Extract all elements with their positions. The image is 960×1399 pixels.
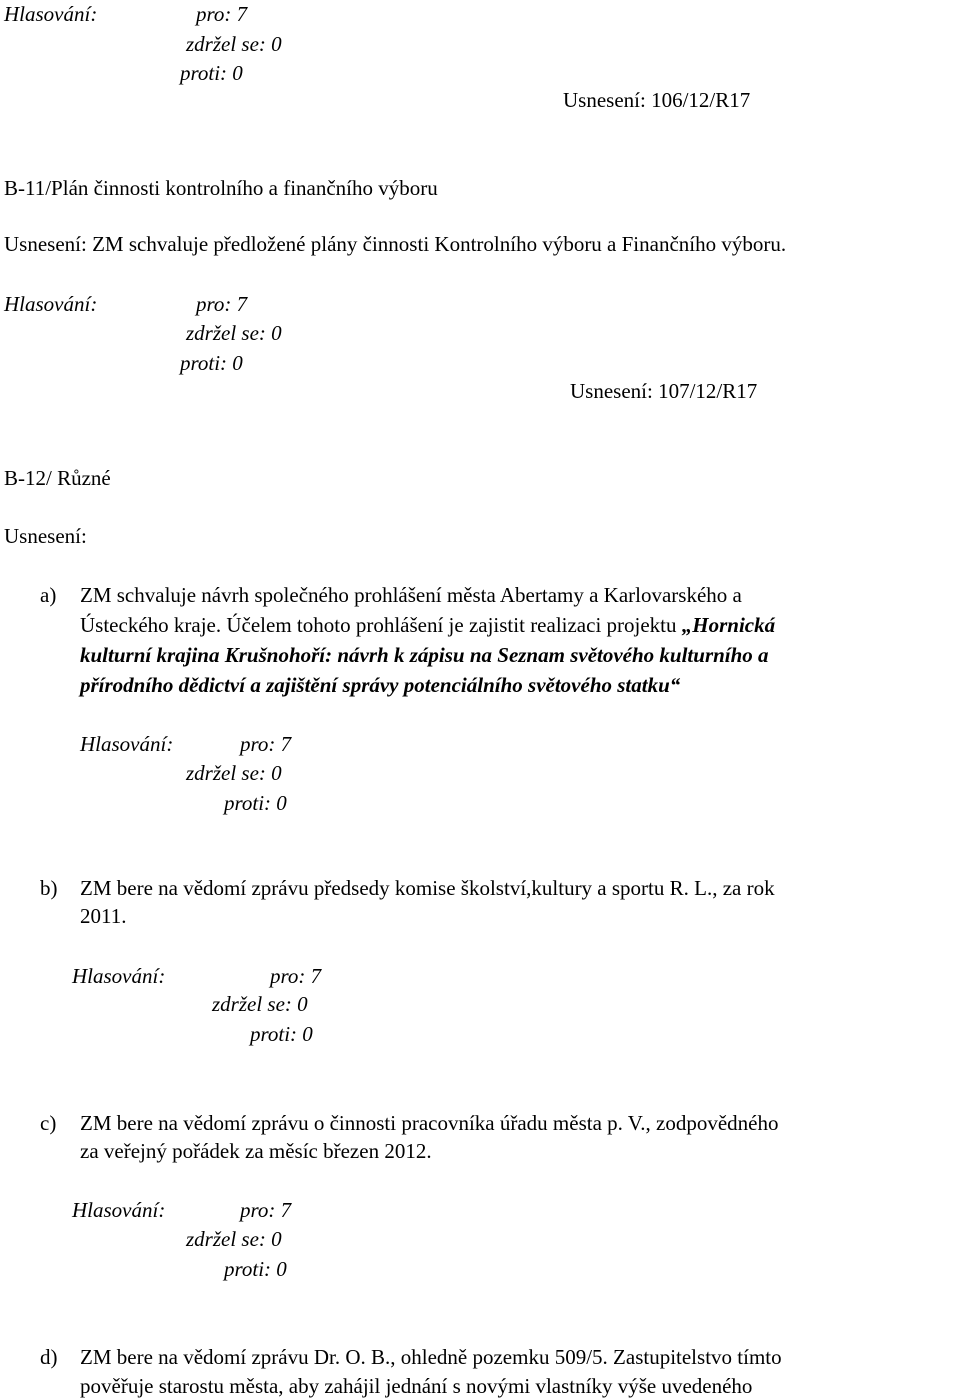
vote-pro: pro: 7: [240, 1198, 292, 1222]
item-b-line1: ZM bere na vědomí zprávu předsedy komise školství,kultury a sportu R. L., za rok: [80, 876, 775, 900]
project-name-start: „Hornická: [681, 613, 776, 637]
section-heading: B-11/Plán činnosti kontrolního a finančního výboru: [4, 176, 438, 200]
vote-against: proti: 0: [224, 1257, 287, 1281]
item-d-line2: pověřuje starostu města, aby zahájil jednání s novými vlastníky výše uvedeného: [80, 1374, 753, 1398]
vote-against: proti: 0: [250, 1022, 313, 1046]
resolution-body: : ZM schvaluje předložené plány činnosti Kontrolního výboru a Finančního výboru.: [81, 232, 787, 256]
vote-label: Hlasování:: [4, 292, 98, 316]
vote-label: Hlasování:: [72, 964, 166, 988]
vote-abstain: zdržel se: 0: [186, 32, 282, 56]
vote-pro: pro: 7: [240, 732, 292, 756]
vote-pro: pro: 7: [196, 2, 248, 26]
item-marker-b: b): [40, 876, 58, 900]
vote-pro: pro: 7: [270, 964, 322, 988]
vote-against: proti: 0: [224, 791, 287, 815]
vote-label: Hlasování:: [80, 732, 174, 756]
vote-abstain: zdržel se: 0: [186, 761, 282, 785]
vote-label: Hlasování:: [72, 1198, 166, 1222]
item-a-line2-text: Ústeckého kraje. Účelem tohoto prohlášení je zajistit realizaci projektu: [80, 613, 682, 637]
resolution-text: [4, 234, 786, 255]
item-b-line2: 2011.: [80, 904, 127, 928]
resolution-label: Usnesení: [4, 232, 81, 256]
item-marker-a: a): [40, 583, 57, 607]
project-name-line2: kulturní krajina Krušnohoří: návrh k zápisu na Seznam světového kulturního a: [80, 643, 769, 667]
item-a-line2: [80, 615, 775, 636]
project-name-line3: přírodního dědictví a zajištění správy potenciálního světového statku“: [80, 673, 681, 697]
vote-pro: pro: 7: [196, 292, 248, 316]
vote-abstain: zdržel se: 0: [212, 992, 308, 1016]
vote-against: proti: 0: [180, 351, 243, 375]
item-d-line1: ZM bere na vědomí zprávu Dr. O. B., ohledně pozemku 509/5. Zastupitelstvo tímto: [80, 1345, 782, 1369]
item-c-line1: ZM bere na vědomí zprávu o činnosti pracovníka úřadu města p. V., zodpovědného: [80, 1111, 779, 1135]
item-marker-c: c): [40, 1111, 57, 1135]
resolution-label: Usnesení:: [4, 524, 87, 548]
item-a-line1: ZM schvaluje návrh společného prohlášení města Abertamy a Karlovarského a: [80, 583, 742, 607]
section-heading: B-12/ Různé: [4, 466, 111, 490]
vote-abstain: zdržel se: 0: [186, 1227, 282, 1251]
resolution-number: Usnesení: 107/12/R17: [570, 379, 758, 403]
item-marker-d: d): [40, 1345, 58, 1369]
vote-against: proti: 0: [180, 61, 243, 85]
vote-label: Hlasování:: [4, 2, 98, 26]
vote-abstain: zdržel se: 0: [186, 321, 282, 345]
resolution-number: Usnesení: 106/12/R17: [563, 88, 751, 112]
item-c-line2: za veřejný pořádek za měsíc březen 2012.: [80, 1139, 432, 1163]
